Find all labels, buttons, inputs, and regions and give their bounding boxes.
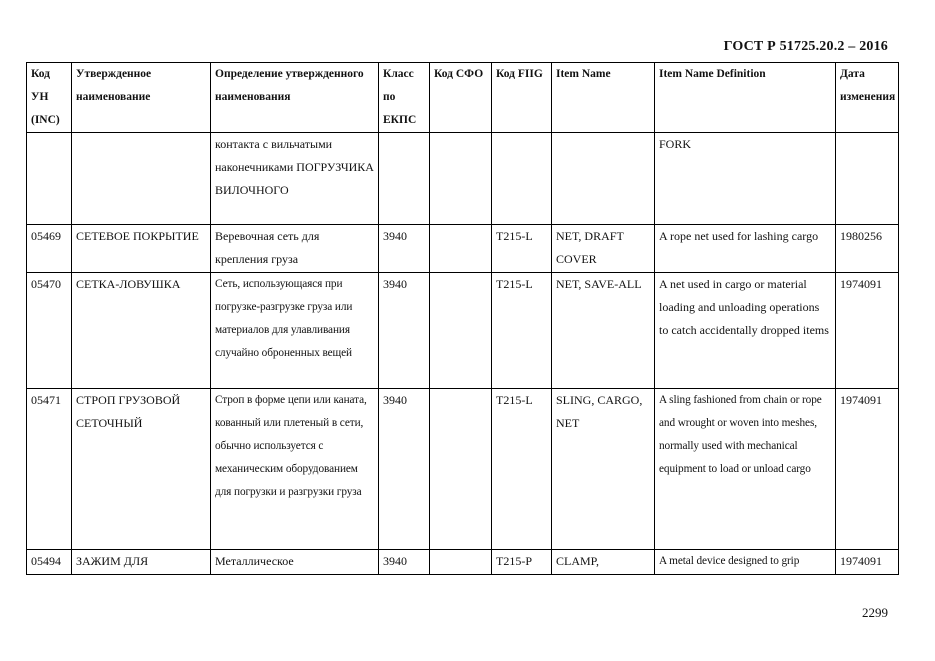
cell-change-date: 1974091 — [836, 273, 899, 389]
cell-fiig-code: T215-P — [492, 550, 552, 575]
cell-sfo-code — [430, 225, 492, 273]
cell-ekps-class: 3940 — [379, 273, 430, 389]
table-row — [27, 273, 899, 389]
page-number: 2299 — [862, 605, 888, 620]
cell-item-name: NET, SAVE-ALL — [552, 273, 655, 389]
cell-item-name-definition: A metal device designed to grip — [655, 550, 836, 575]
cell-inc: 05470 — [27, 273, 72, 389]
cell-ekps-class — [379, 133, 430, 225]
cell-definition: контакта с вильчатыми наконечниками ПОГРУЗЧИКА ВИЛОЧНОГО — [211, 133, 379, 225]
cell-inc — [27, 133, 72, 225]
cell-approved-name: СЕТКА-ЛОВУШКА — [72, 273, 211, 389]
cell-inc: 05471 — [27, 389, 72, 550]
cell-definition: Металлическое — [211, 550, 379, 575]
cell-change-date: 1974091 — [836, 389, 899, 550]
header-item-name: Item Name — [552, 63, 655, 133]
cell-fiig-code — [492, 133, 552, 225]
cell-ekps-class: 3940 — [379, 225, 430, 273]
cell-item-name: CLAMP, — [552, 550, 655, 575]
header-ekps-class: Класс по ЕКПС — [379, 63, 430, 133]
cell-item-name-definition: FORK — [655, 133, 836, 225]
cell-fiig-code: T215-L — [492, 389, 552, 550]
cell-approved-name: СТРОП ГРУЗОВОЙ СЕТОЧНЫЙ — [72, 389, 211, 550]
header-approved-name: Утвержденное наименование — [72, 63, 211, 133]
header-definition: Определение утвержденного наименования — [211, 63, 379, 133]
header-inc: Код УН (INC) — [27, 63, 72, 133]
cell-sfo-code — [430, 389, 492, 550]
header-change-date: Дата изменения — [836, 63, 899, 133]
cell-sfo-code — [430, 273, 492, 389]
cell-item-name-definition: A sling fashioned from chain or rope and wrought or woven into meshes, normally used with mechanical equipment to load or unload cargo — [655, 389, 836, 550]
cell-sfo-code — [430, 550, 492, 575]
header-item-name-definition: Item Name Definition — [655, 63, 836, 133]
table-header-row — [27, 63, 899, 133]
cell-definition: Сеть, использующаяся при погрузке-разгрузке груза или материалов для улавливания случайно оброненных вещей — [211, 273, 379, 389]
cell-change-date: 1974091 — [836, 550, 899, 575]
header-fiig-code: Код FIIG — [492, 63, 552, 133]
cell-approved-name: СЕТЕВОЕ ПОКРЫТИЕ — [72, 225, 211, 273]
cell-item-name-definition: A rope net used for lashing cargo — [655, 225, 836, 273]
table-row — [27, 550, 899, 575]
cell-fiig-code: T215-L — [492, 225, 552, 273]
cell-inc: 05494 — [27, 550, 72, 575]
registry-table — [26, 62, 899, 575]
cell-definition: Строп в форме цепи или каната, кованный или плетеный в сети, обычно используется с механическим оборудованием для погрузки и разгрузки груза — [211, 389, 379, 550]
cell-definition: Веревочная сеть для крепления груза — [211, 225, 379, 273]
cell-item-name: SLING, CARGO, NET — [552, 389, 655, 550]
table-row — [27, 225, 899, 273]
cell-approved-name — [72, 133, 211, 225]
cell-item-name-definition: A net used in cargo or material loading and unloading operations to catch accidentally dropped items — [655, 273, 836, 389]
cell-item-name: NET, DRAFT COVER — [552, 225, 655, 273]
cell-approved-name: ЗАЖИМ ДЛЯ — [72, 550, 211, 575]
cell-ekps-class: 3940 — [379, 389, 430, 550]
cell-item-name — [552, 133, 655, 225]
document-title: ГОСТ Р 51725.20.2 – 2016 — [723, 39, 888, 54]
cell-sfo-code — [430, 133, 492, 225]
cell-change-date: 1980256 — [836, 225, 899, 273]
table-row — [27, 133, 899, 225]
cell-change-date — [836, 133, 899, 225]
header-sfo-code: Код СФО — [430, 63, 492, 133]
cell-ekps-class: 3940 — [379, 550, 430, 575]
cell-fiig-code: T215-L — [492, 273, 552, 389]
cell-inc: 05469 — [27, 225, 72, 273]
table-row — [27, 389, 899, 550]
